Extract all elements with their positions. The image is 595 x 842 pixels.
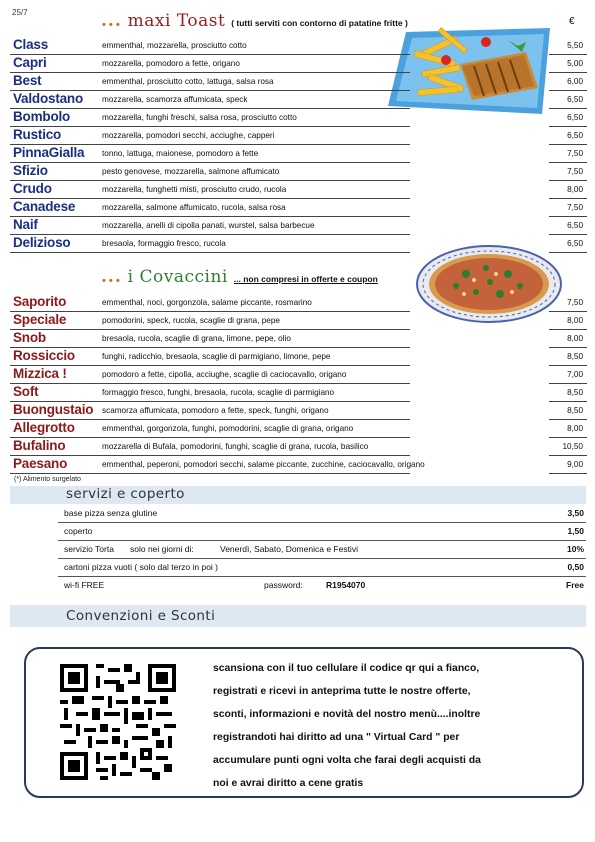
item-description: mozzarella, funghi freschi, salsa rosa, prosciutto cotto [102,113,297,122]
item-description: bresaola, rucola, scaglie di grana, limone, pepe, olio [102,334,291,343]
item-name: Sfizio [13,163,48,178]
item-description: emmenthal, mozzarella, prosciutto cotto [102,41,247,50]
item-description: mozzarella, pomodori secchi, acciughe, capperi [102,131,275,140]
menu-item-row [10,109,587,127]
item-description: mozzarella, funghetti misti, prosciutto crudo, rucola [102,185,287,194]
menu-item-row [10,330,587,348]
item-price: 6,00 [567,77,583,86]
item-price: 8,00 [567,424,583,433]
item-description: mozzarella, anelli di cipolla panati, wurstel, salsa barbecue [102,221,315,230]
price-divider [549,473,587,474]
item-name: Speciale [13,312,67,327]
item-price: 7,50 [567,298,583,307]
item-price: 6,50 [567,221,583,230]
item-name: Bombolo [13,109,71,124]
convenzioni-title: Convenzioni e Sconti [66,608,216,624]
menu-item-row [10,420,587,438]
covaccini-section-title [101,267,378,287]
wifi-password-label: password: [264,580,303,590]
menu-item-row [10,163,587,181]
item-name: Class [13,37,49,52]
item-description: scamorza affumicata, pomodoro a fette, speck, funghi, origano [102,406,329,415]
item-price: 6,50 [567,113,583,122]
item-description: formaggio fresco, funghi, bresaola, rucola, scaglie di parmigiano [102,388,335,397]
item-description: funghi, radicchio, bresaola, scaglie di parmigiano, limone, pepe [102,352,331,361]
item-name: Delizioso [13,235,71,250]
item-name: Naif [13,217,38,232]
item-price: 5,50 [567,41,583,50]
service-value: 1,50 [567,526,584,536]
item-name: Canadese [13,199,76,214]
menu-item-row [10,55,587,73]
item-price: 10,50 [562,442,583,451]
item-name: Valdostano [13,91,84,106]
row-divider [10,252,410,253]
item-price: 8,50 [567,352,583,361]
service-value: Free [566,580,584,590]
item-description: mozzarella, pomodoro a fette, origano [102,59,240,68]
covaccini-title-note: ... non compresi in offerte e coupon [233,274,378,284]
item-name: Paesano [13,456,68,471]
service-value: 3,50 [567,508,584,518]
menu-item-row [10,438,587,456]
convenzioni-line: accumulare punti ogni volta che farai degli acquisti da [213,755,481,766]
item-name: Rossiccio [13,348,75,363]
service-row [58,504,586,523]
convenzioni-line: scansiona con il tuo cellulare il codice qr qui a fianco, [213,663,480,674]
menu-item-row [10,456,587,474]
item-price: 8,00 [567,185,583,194]
menu-item-row [10,294,587,312]
toast-title-note: ( tutti serviti con contorno di patatine fritte ) [231,18,408,28]
item-name: Best [13,73,42,88]
item-name: Buongustaio [13,402,94,417]
item-description: mozzarella, salmone affumicato, rucola, salsa rosa [102,203,286,212]
service-label: cartoni pizza vuoti ( solo dal terzo in poi ) [64,562,219,572]
service-value: 0,50 [567,562,584,572]
item-price: 7,50 [567,149,583,158]
menu-item-row [10,366,587,384]
item-name: Snob [13,330,46,345]
covaccini-title-dots: ... [101,267,122,287]
item-description: emmenthal, prosciutto cotto, lattuga, salsa rosa [102,77,274,86]
convenzioni-line: registrati e ricevi in anteprima tutte le nostre offerte, [213,686,471,697]
menu-item-row [10,181,587,199]
item-description: emmenthal, peperoni, pomodori secchi, salame piccante, zucchine, caciocavallo, origano [102,460,425,469]
item-price: 9,00 [567,460,583,469]
service-row [58,522,586,541]
service-label: wi-fi FREE [64,580,105,590]
qr-code-icon[interactable] [58,664,178,780]
item-name: Bufalino [13,438,66,453]
menu-item-row [10,384,587,402]
item-description: tonno, lattuga, maionese, pomodoro a fette [102,149,259,158]
footnote: (*) Alimento surgelato [14,476,81,483]
item-price: 7,00 [567,370,583,379]
item-name: Allegrotto [13,420,75,435]
menu-item-row [10,127,587,145]
item-description: mozzarella, scamorza affumicata, speck [102,95,248,104]
item-description: pomodoro a fette, cipolla, acciughe, scaglie di caciocavallo, origano [102,370,347,379]
item-name: PinnaGialla [13,145,85,160]
service-label: base pizza senza glutine [64,508,158,518]
item-name: Mizzica ! [13,366,67,381]
service-extra: solo nei giorni di: [130,544,194,554]
wifi-password: R1954070 [326,580,366,590]
toast-title-text: maxi Toast [127,11,226,31]
item-name: Capri [13,55,47,70]
item-description: emmenthal, gorgonzola, funghi, pomodorini, scaglie di grana, origano [102,424,354,433]
item-name: Crudo [13,181,52,196]
menu-item-row [10,312,587,330]
item-name: Soft [13,384,39,399]
convenzioni-line: registrandoti hai diritto ad una " Virtual Card " per [213,732,460,743]
toast-title-dots: ... [101,11,122,31]
menu-item-row [10,37,587,55]
covaccini-title-text: i Covaccini [127,267,228,287]
menu-item-row [10,402,587,420]
menu-item-row [10,145,587,163]
item-description: emmenthal, noci, gorgonzola, salame piccante, rosmarino [102,298,312,307]
menu-item-row [10,199,587,217]
item-name: Rustico [13,127,62,142]
menu-item-row [10,217,587,235]
menu-item-row [10,91,587,109]
item-price: 8,00 [567,316,583,325]
convenzioni-text [213,657,583,795]
item-price: 8,00 [567,334,583,343]
service-row [58,558,586,577]
item-price: 7,50 [567,167,583,176]
service-row [58,576,586,594]
convenzioni-line: sconti, informazioni e novità del nostro menù....inoltre [213,709,481,720]
item-description: bresaola, formaggio fresco, rucola [102,239,226,248]
menu-item-row [10,73,587,91]
item-price: 7,50 [567,203,583,212]
item-name: Saporito [13,294,67,309]
item-price: 8,50 [567,406,583,415]
item-description: pomodorini, speck, rucola, scaglie di grana, pepe [102,316,280,325]
currency-symbol: € [569,16,575,27]
service-value: 10% [566,544,584,554]
service-days: Venerdì, Sabato, Domenica e Festivi [220,544,358,554]
row-divider [10,473,410,474]
page-number: 25/7 [12,8,28,17]
item-price: 6,50 [567,95,583,104]
item-description: pesto genovese, mozzarella, salmone affumicato [102,167,280,176]
item-price: 6,50 [567,131,583,140]
service-row [58,540,586,559]
toast-section-title [101,11,408,31]
item-description: mozzarella di Bufala, pomodorini, funghi, scaglie di grana, rucola, basilico [102,442,369,451]
service-label: servizio Torta [64,544,114,554]
servizi-title: servizi e coperto [66,486,185,502]
item-price: 8,50 [567,388,583,397]
convenzioni-line: noi e avrai diritto a cene gratis [213,778,364,789]
item-price: 5,00 [567,59,583,68]
service-label: coperto [64,526,93,536]
menu-item-row [10,348,587,366]
item-price: 6,50 [567,239,583,248]
